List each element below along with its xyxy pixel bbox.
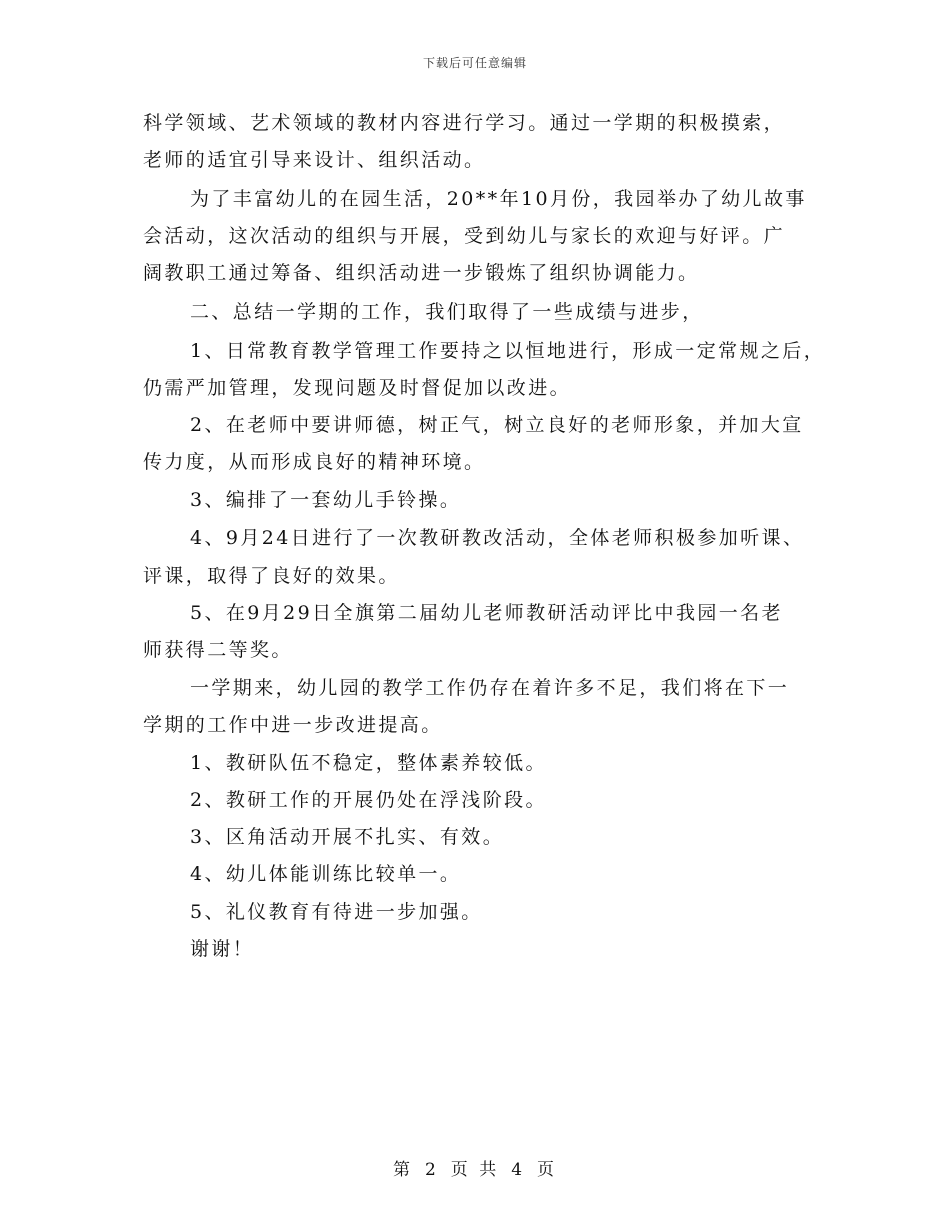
- paragraph-line: 科学领域、艺术领域的教材内容进行学习。通过一学期的积极摸索，: [143, 112, 786, 134]
- paragraph-line: 传力度，从而形成良好的精神环境。: [143, 451, 486, 473]
- paragraph-line: 5、礼仪教育有待进一步加强。: [190, 901, 483, 923]
- current-page-number: 2: [424, 1160, 439, 1180]
- paragraph-line: 仍需严加管理，发现问题及时督促加以改进。: [143, 377, 572, 399]
- paragraph-line: 学期的工作中进一步改进提高。: [143, 714, 443, 736]
- page-number-footer: [0, 1155, 950, 1180]
- footer-middle: 页 共: [450, 1160, 500, 1180]
- footer-prefix: 第: [392, 1160, 413, 1180]
- total-page-count: 4: [511, 1160, 526, 1180]
- paragraph-line: 5、在9月29日全旗第二届幼儿老师教研活动评比中我园一名老: [190, 602, 783, 624]
- paragraph-line: 阔教职工通过筹备、组织活动进一步锻炼了组织协调能力。: [143, 262, 700, 284]
- footer-suffix: 页: [537, 1160, 558, 1180]
- paragraph-line: 3、区角活动开展不扎实、有效。: [190, 826, 505, 848]
- paragraph-line: 4、幼儿体能训练比较单一。: [190, 863, 462, 885]
- paragraph-line: 3、编排了一套幼儿手铃操。: [190, 489, 462, 511]
- paragraph-line: 会活动，这次活动的组织与开展，受到幼儿与家长的欢迎与好评。广: [143, 225, 786, 247]
- paragraph-line: 为了丰富幼儿的在园生活，20**年10月份，我园举办了幼儿故事: [190, 188, 807, 210]
- paragraph-line: 师获得二等奖。: [143, 639, 293, 661]
- paragraph-line: 谢谢！: [190, 938, 255, 960]
- paragraph-line: 老师的适宜引导来设计、组织活动。: [143, 149, 486, 171]
- page-header: 下载后可任意编辑: [422, 56, 527, 70]
- paragraph-line: 二、总结一学期的工作，我们取得了一些成绩与进步，: [190, 301, 704, 323]
- paragraph-line: 1、教研队伍不稳定，整体素养较低。: [190, 752, 547, 774]
- paragraph-line: 4、9月24日进行了一次教研教改活动，全体老师积极参加听课、: [190, 527, 805, 549]
- paragraph-line: 2、在老师中要讲师德，树正气，树立良好的老师形象，并加大宣: [190, 414, 804, 436]
- paragraph-line: 一学期来，幼儿园的教学工作仍存在着许多不足，我们将在下一: [190, 677, 790, 699]
- paragraph-line: 评课，取得了良好的效果。: [143, 565, 400, 587]
- paragraph-line: 1、日常教育教学管理工作要持之以恒地进行，形成一定常规之后，: [190, 340, 826, 362]
- paragraph-line: 2、教研工作的开展仍处在浮浅阶段。: [190, 789, 547, 811]
